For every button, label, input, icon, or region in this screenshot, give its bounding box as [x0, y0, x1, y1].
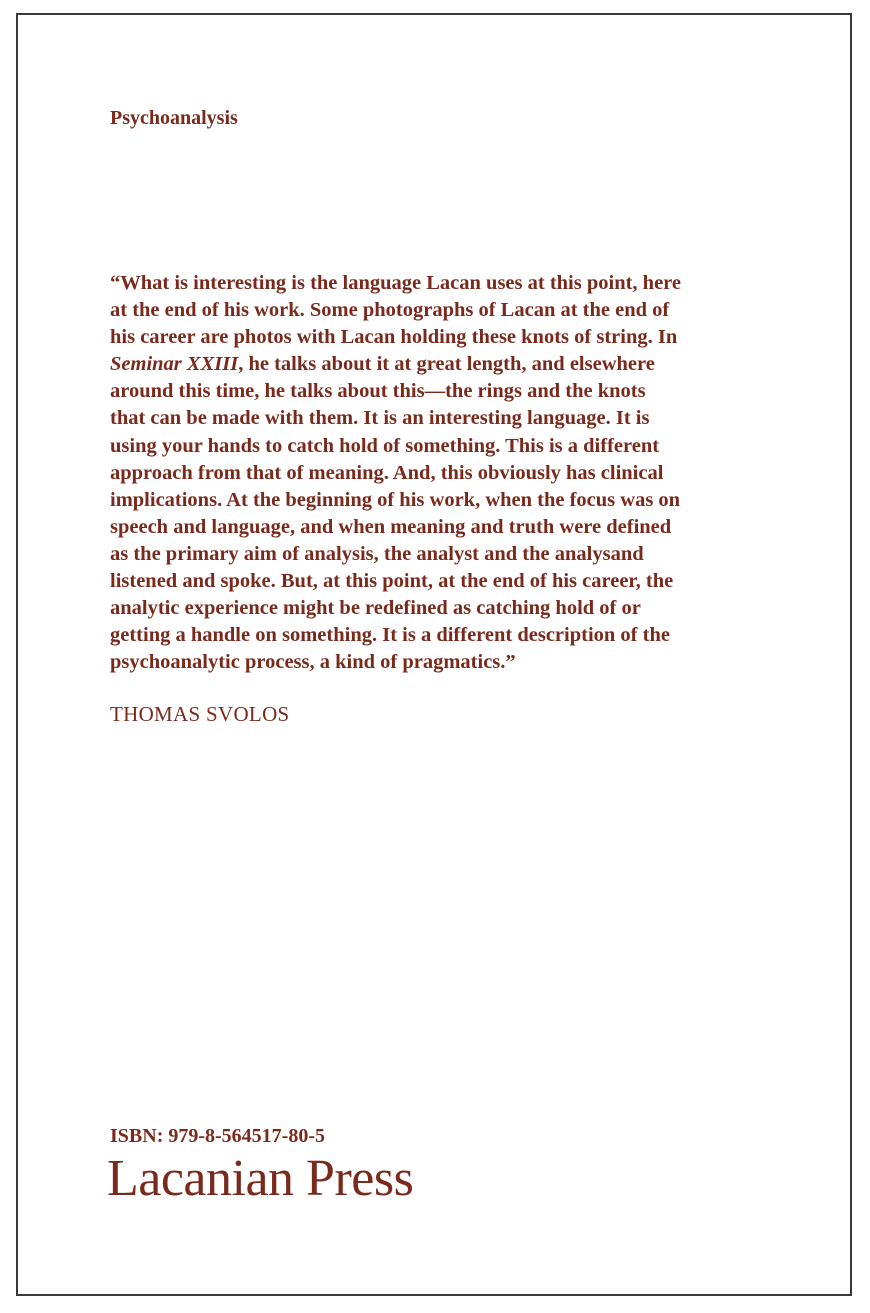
quote-line: as the primary aim of analysis, the analyst and the analysand: [110, 542, 644, 565]
quote-line: around this time, he talks about this—the rings and the knots: [110, 380, 646, 403]
quote-line: approach from that of meaning. And, this obviously has clinical: [110, 461, 664, 484]
quote-line: his career are photos with Lacan holding these knots of string. In: [110, 326, 678, 349]
quote-line: psychoanalytic process, a kind of pragmatics.”: [110, 651, 516, 674]
quote-line: at the end of his work. Some photographs of Lacan at the end of: [110, 299, 670, 322]
quote-line: [110, 351, 732, 378]
quote-line: getting a handle on something. It is a different description of the: [110, 624, 670, 647]
seminar-title: Seminar XXIII: [110, 353, 239, 376]
quote-line-rest: , he talks about it at great length, and elsewhere: [238, 353, 655, 376]
quote-line: analytic experience might be redefined as catching hold of or: [110, 597, 641, 620]
quote-author: THOMAS SVOLOS: [110, 702, 290, 726]
quote-line: “What is interesting is the language Lacan uses at this point, here: [110, 272, 682, 294]
quote-line: implications. At the beginning of his work, when the focus was on: [110, 488, 681, 511]
quote-line: that can be made with them. It is an interesting language. It is: [110, 407, 650, 430]
isbn: ISBN: 979-8-564517-80-5: [110, 1125, 325, 1147]
publisher-logo-text: Lacanian Press: [107, 1150, 414, 1207]
quote-line: speech and language, and when meaning and truth were defined: [110, 515, 672, 538]
quote-line: listened and spoke. But, at this point, at the end of his career, the: [110, 570, 674, 593]
blurb-quote: [110, 270, 732, 676]
quote-line: using your hands to catch hold of something. This is a different: [110, 434, 660, 457]
category-label: Psychoanalysis: [110, 107, 238, 129]
back-cover: [16, 13, 852, 1296]
